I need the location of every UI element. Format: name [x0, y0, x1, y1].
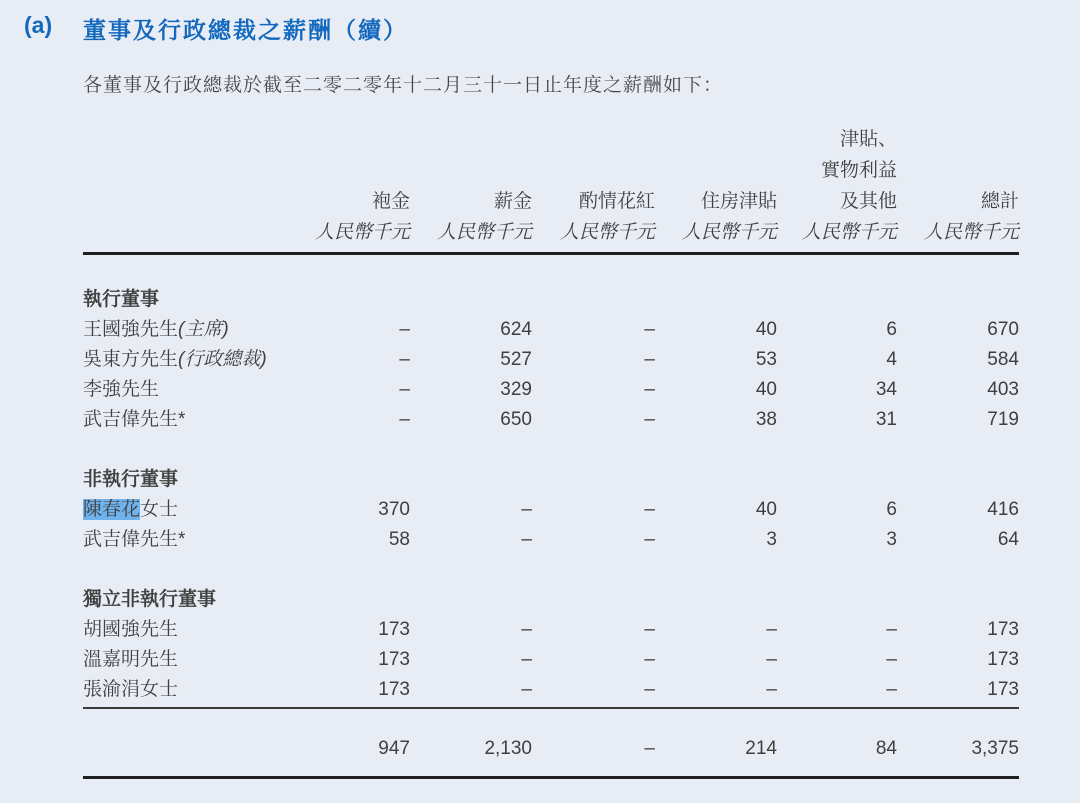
- value-cell: 3: [766, 529, 777, 550]
- value-cell: 584: [987, 349, 1019, 370]
- director-name: 武吉偉先生*: [83, 409, 186, 430]
- director-name: 溫嘉明先生: [83, 649, 179, 670]
- value-cell: 31: [875, 409, 897, 430]
- table-row: [83, 675, 1019, 705]
- unit-label: 人民幣千元: [314, 222, 410, 243]
- value-cell: 719: [987, 409, 1019, 430]
- total-value-cell: 214: [745, 738, 777, 759]
- value-cell: –: [644, 619, 655, 640]
- value-cell: 53: [755, 349, 777, 370]
- value-cell: 3: [886, 529, 897, 550]
- section-marker: (a): [24, 12, 53, 38]
- value-cell: 416: [987, 499, 1019, 520]
- intro-text: 各董事及行政總裁於截至二零二零年十二月三十一日止年度之薪酬如下：: [83, 75, 724, 96]
- total-value-cell: 3,375: [971, 738, 1019, 759]
- remuneration-table: [83, 124, 1019, 779]
- value-cell: 40: [755, 319, 777, 340]
- value-cell: 4: [886, 349, 897, 370]
- value-cell: –: [399, 349, 410, 370]
- value-cell: 329: [500, 379, 532, 400]
- role-suffix: (行政總裁): [178, 349, 267, 370]
- table-header: [83, 124, 1019, 255]
- value-cell: 40: [755, 379, 777, 400]
- value-cell: 173: [987, 649, 1019, 670]
- section-header-row: [83, 285, 1019, 315]
- director-name: 吳東方先生(行政總裁): [83, 349, 267, 370]
- total-value-cell: 2,130: [484, 738, 532, 759]
- value-cell: –: [521, 679, 532, 700]
- value-cell: –: [399, 409, 410, 430]
- value-cell: 670: [987, 319, 1019, 340]
- column-header-allowances: 津貼、 實物利益 及其他 人民幣千元: [777, 124, 897, 248]
- value-cell: –: [644, 319, 655, 340]
- unit-label: 人民幣千元: [801, 222, 897, 243]
- director-name: 李強先生: [83, 379, 160, 400]
- value-cell: 6: [886, 319, 897, 340]
- value-cell: 173: [987, 619, 1019, 640]
- table-row: [83, 645, 1019, 675]
- unit-label: 人民幣千元: [681, 222, 777, 243]
- value-cell: 6: [886, 499, 897, 520]
- value-cell: 527: [500, 349, 532, 370]
- total-value-cell: –: [644, 738, 655, 759]
- value-cell: –: [399, 319, 410, 340]
- director-name: 張渝涓女士: [83, 679, 179, 700]
- value-cell: 403: [987, 379, 1019, 400]
- spacer: [83, 255, 1019, 285]
- value-cell: –: [644, 649, 655, 670]
- value-cell: –: [766, 649, 777, 670]
- value-cell: –: [644, 379, 655, 400]
- total-row: [83, 734, 1019, 764]
- value-cell: –: [521, 499, 532, 520]
- column-header-bonus: 酌情花紅 人民幣千元: [532, 186, 655, 248]
- total-value-cell: 947: [378, 738, 410, 759]
- value-cell: 370: [378, 499, 410, 520]
- value-cell: 650: [500, 409, 532, 430]
- value-cell: 34: [875, 379, 897, 400]
- column-header-fees: 袍金 人民幣千元: [310, 186, 410, 248]
- value-cell: 173: [378, 619, 410, 640]
- value-cell: 173: [378, 679, 410, 700]
- table-row: [83, 405, 1019, 435]
- value-cell: –: [886, 619, 897, 640]
- section-header-row: [83, 585, 1019, 615]
- value-cell: –: [886, 679, 897, 700]
- table-row: [83, 615, 1019, 645]
- value-cell: 58: [388, 529, 410, 550]
- director-name: 武吉偉先生*: [83, 529, 186, 550]
- table-row: [83, 525, 1019, 555]
- table-row: [83, 315, 1019, 345]
- value-cell: –: [644, 349, 655, 370]
- value-cell: 64: [997, 529, 1019, 550]
- spacer: [83, 555, 1019, 585]
- unit-label: 人民幣千元: [923, 222, 1019, 243]
- total-value-cell: 84: [875, 738, 897, 759]
- value-cell: –: [766, 679, 777, 700]
- page-title: 董事及行政總裁之薪酬（續）: [83, 17, 408, 43]
- role-suffix: (主席): [178, 319, 229, 340]
- table-bottom-rule: [83, 776, 1019, 779]
- value-cell: –: [886, 649, 897, 670]
- section-header: 執行董事: [83, 289, 160, 310]
- value-cell: –: [766, 619, 777, 640]
- value-cell: 38: [755, 409, 777, 430]
- value-cell: 173: [987, 679, 1019, 700]
- value-cell: 173: [378, 649, 410, 670]
- value-cell: –: [644, 679, 655, 700]
- column-header-housing: 住房津貼 人民幣千元: [655, 186, 777, 248]
- value-cell: 624: [500, 319, 532, 340]
- spacer: [83, 435, 1019, 465]
- value-cell: –: [644, 499, 655, 520]
- director-name: 陳春花女士: [83, 499, 179, 520]
- table-row: [83, 495, 1019, 525]
- value-cell: –: [521, 529, 532, 550]
- section-header: 非執行董事: [83, 469, 179, 490]
- director-name: 胡國強先生: [83, 619, 179, 640]
- value-cell: –: [644, 529, 655, 550]
- section-header: 獨立非執行董事: [83, 589, 217, 610]
- table-divider: [83, 707, 1019, 709]
- column-header-total: 總計 人民幣千元: [897, 186, 1019, 248]
- value-cell: 40: [755, 499, 777, 520]
- value-cell: –: [644, 409, 655, 430]
- section-header-row: [83, 465, 1019, 495]
- value-cell: –: [521, 619, 532, 640]
- table-row: [83, 345, 1019, 375]
- unit-label: 人民幣千元: [436, 222, 532, 243]
- highlighted-text: 陳春花: [83, 499, 141, 520]
- director-name: 王國強先生(主席): [83, 319, 229, 340]
- column-header-salaries: 薪金 人民幣千元: [410, 186, 532, 248]
- total-label: [83, 734, 310, 764]
- table-row: [83, 375, 1019, 405]
- unit-label: 人民幣千元: [559, 222, 655, 243]
- value-cell: –: [521, 649, 532, 670]
- value-cell: –: [399, 379, 410, 400]
